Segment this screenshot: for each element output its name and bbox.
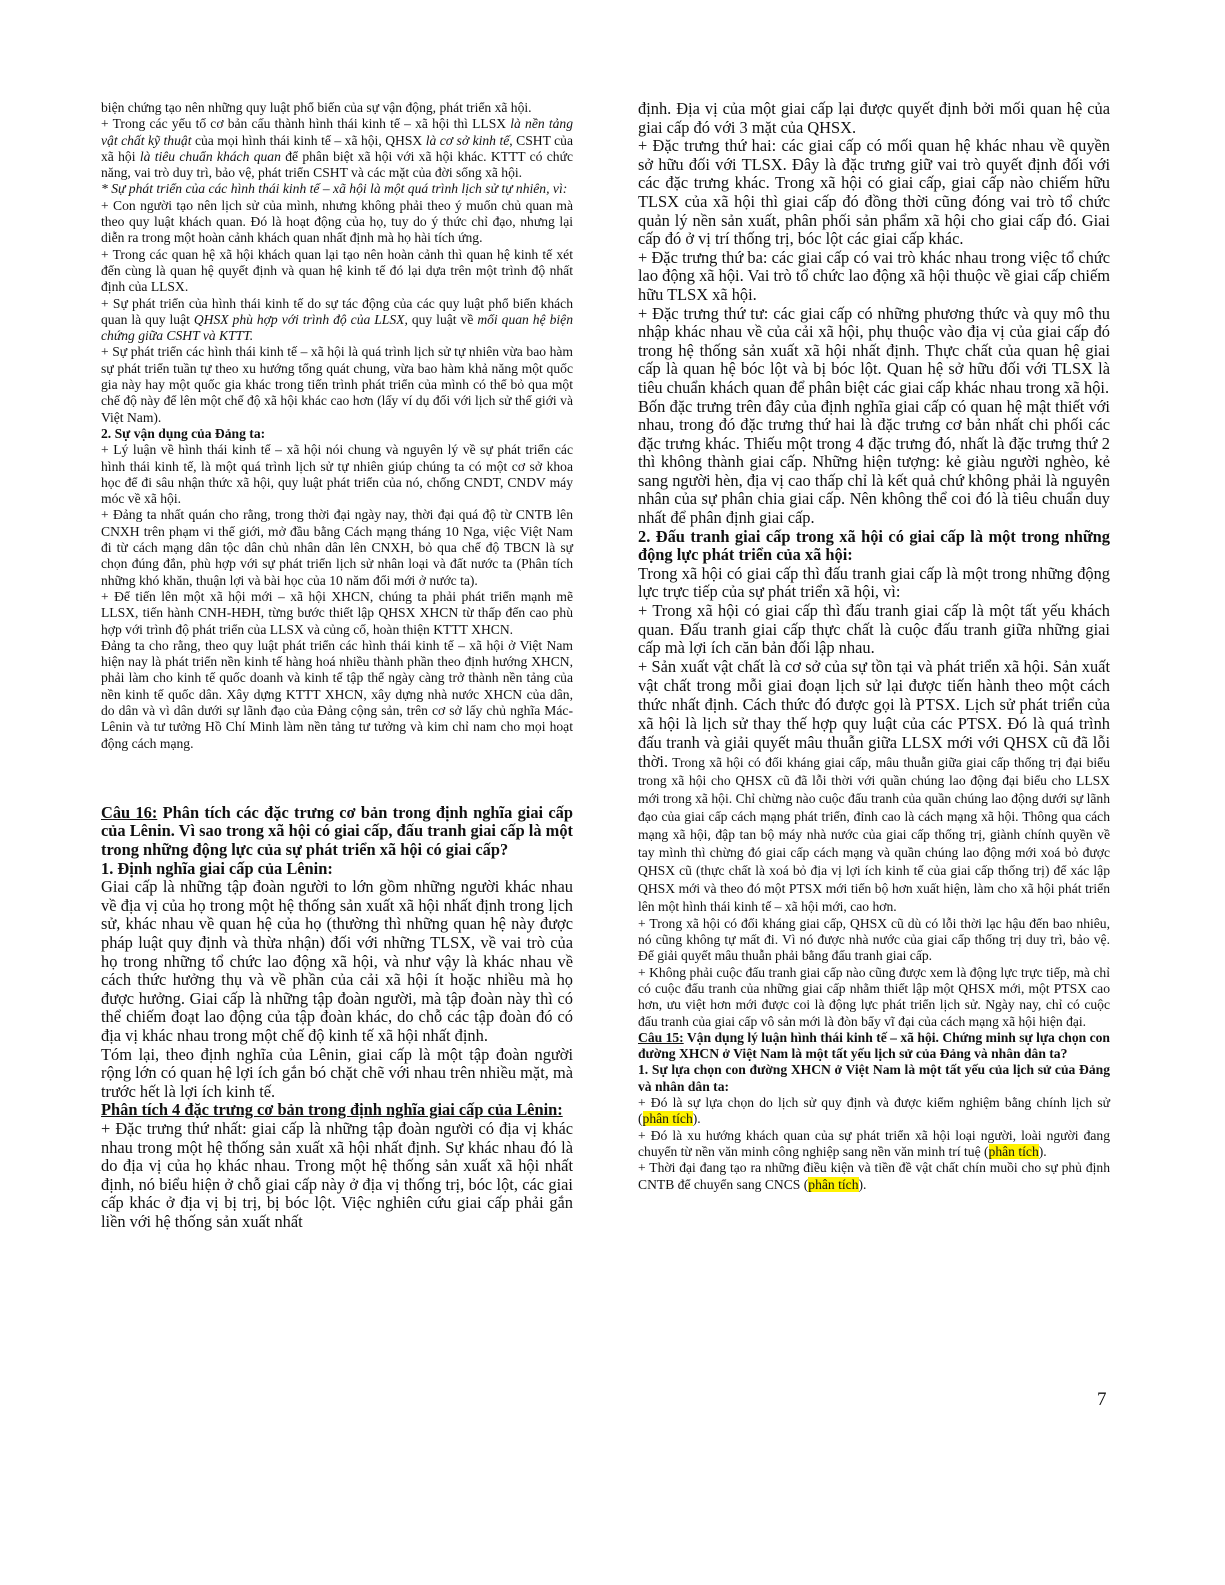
- highlighted-text: phân tích: [988, 1143, 1039, 1159]
- paragraph: + Đó là sự lựa chọn do lịch sử quy định và được kiểm nghiệm bằng chính lịch sử (phân tích).: [638, 1095, 1110, 1127]
- paragraph: Bốn đặc trưng trên đây của định nghĩa giai cấp có quan hệ mật thiết với nhau, trong đó đặc trưng thứ hai là đặc trưng cơ bản nhất chi phối các đặc trưng khác. Thiếu một trong 4 đặc trưng đó, nhất là đặc trưng thứ 2 thì không thành giai cấp. Những hiện tượng: kẻ giàu người nghèo, kẻ sang người hèn, địa vị cao thấp chỉ là kết quả chứ không phải là nguyên nhân của sự phân chia giai cấp. Nên không thể coi đó là tiêu chuẩn duy nhất để phân định giai cấp.: [638, 396, 1110, 528]
- paragraph: + Con người tạo nên lịch sử của mình, nhưng không phải theo ý muốn chủ quan mà theo quy luật khách quan. Đó là hoạt động của họ, tuy do ý thức chỉ đạo, nhưng lại diễn ra trong một hoàn cảnh khách quan nhất định mà họ hài tích ứng.: [101, 197, 573, 246]
- paragraph: Tóm lại, theo định nghĩa của Lênin, giai cấp là một tập đoàn người rộng lớn có quan hệ lợi ích gắn bó chặt chẽ với nhau trên nhiều mặt, mà trước hết là lợi ích kinh tế.: [101, 1044, 573, 1101]
- paragraph: + Lý luận về hình thái kinh tế – xã hội nói chung và nguyên lý về sự phát triển các hình thái kinh tế, là một quá trình lịch sử tự nhiên giúp chúng ta có một cơ sở khoa học để đi sâu nhận thức xã hội, quy luật phát triển của nó, chống CNDT, CNDV máy móc về xã hội.: [101, 442, 573, 507]
- paragraph: + Sự phát triển của hình thái kinh tế do sự tác động của các quy luật phổ biến khách quan là quy luật QHSX phù hợp với trình độ của LLSX, quy luật về mối quan hệ biện chứng giữa CSHT và KTTT.: [101, 295, 573, 344]
- paragraph: Đảng ta cho rằng, theo quy luật phát triển các hình thái kinh tế – xã hội ở Việt Nam hiện nay là phát triển nền kinh tế hàng hoá nhiều thành phần theo định hướng XHCN, phải làm cho kinh tế quốc doanh và kinh tế tập thể ngày càng trở thành nền tảng của nền kinh tế quốc dân. Xây dựng KTTT XHCN, xây dựng nhà nước XHCN của dân, do dân và vì dân dưới sự lãnh đạo của Đảng cộng sản, trên cơ sở lấy chủ nghĩa Mác-Lênin và tư tưởng Hồ Chí Minh làm nền tảng tư tưởng và kim chỉ nam cho mọi hoạt động cách mạng.: [101, 637, 573, 751]
- paragraph: + Thời đại đang tạo ra những điều kiện và tiền đề vật chất chín muồi cho sự phủ định CNTB để chuyển sang CNCS (phân tích).: [638, 1160, 1110, 1192]
- highlighted-text: phân tích: [642, 1111, 693, 1127]
- right-column: [638, 100, 1110, 1193]
- section-heading: 2. Đấu tranh giai cấp trong xã hội có giai cấp là một trong những động lực phát triển của xã hội:: [638, 526, 1110, 565]
- page-number: 7: [1097, 1389, 1107, 1410]
- question-heading: Câu 16: Phân tích các đặc trưng cơ bản trong định nghĩa giai cấp của Lênin. Vì sao trong xã hội có giai cấp, đấu tranh giai cấp là một trong những động lực của sự phát triển xã hội có giai cấp?: [101, 802, 573, 860]
- paragraph: + Đặc trưng thứ tư: các giai cấp có những phương thức và quy mô thu nhập khác nhau về của cải xã hội, phụ thuộc vào địa vị của giai cấp đó trong hệ thống sản xuất xã hội nhất định. Thực chất của quan hệ giai cấp là quan hệ bóc lột và bị bóc lột. Quan hệ sở hữu đối với TLSX là tiêu chuẩn khách quan để phân biệt các giai cấp khác nhau trong xã hội.: [638, 303, 1110, 397]
- question-label: Câu 16:: [101, 802, 158, 822]
- paragraph: + Đó là xu hướng khách quan của sự phát triển xã hội loại người, loài người đang chuyển từ nền văn minh công nghiệp sang nền văn minh trí tuệ (phân tích).: [638, 1127, 1110, 1159]
- paragraph: định. Địa vị của một giai cấp lại được quyết định bởi mối quan hệ của giai cấp đó với 3 mặt của QHSX.: [638, 99, 1110, 137]
- paragraph: Trong xã hội có giai cấp thì đấu tranh giai cấp là một trong những động lực trực tiếp của sự phát triển xã hội, vì:: [638, 563, 1110, 602]
- paragraph: + Đặc trưng thứ nhất: giai cấp là những tập đoàn người có địa vị khác nhau trong một hệ thống sản xuất xã hội nhất định. Sự khác nhau đó là do địa vị của họ khác nhau. Trong một hệ thống sản xuất xã hội nhất định, nó biểu hiện ở chỗ giai cấp này ở địa vị thống trị, bóc lột, các giai cấp khác ở địa vị bị trị, bị bóc lột. Việc nghiên cứu giai cấp phải gắn liền với hệ thống sản xuất nhất: [101, 1118, 573, 1231]
- paragraph: + Đặc trưng thứ hai: các giai cấp có mối quan hệ khác nhau về quyền sở hữu đối với TLSX. Đây là đặc trưng giữ vai trò quyết định đối với các đặc trưng khác. Trong xã hội có giai cấp, giai cấp nào chiếm hữu TLSX của xã hội thì giai cấp đó đồng thời cũng đóng vai trò tổ chức quản lý nền sản xuất, phân phối sản phẩm xã hội cho giai cấp đó. Giai cấp đó ở vị trí thống trị, bóc lột các giai cấp khác.: [638, 136, 1110, 249]
- section-heading: 2. Sự vận dụng của Đảng ta:: [101, 425, 266, 441]
- left-column: [101, 100, 573, 1232]
- paragraph: + Trong các quan hệ xã hội khách quan lại tạo nên hoàn cảnh thì quan hệ kinh tế xét đến cùng là quan hệ quyết định và quan hệ kinh tế đó lại dựa trên một trình độ nhất định của LLSX.: [101, 246, 573, 295]
- paragraph: + Trong xã hội có giai cấp thì đấu tranh giai cấp là một tất yếu khách quan. Đấu tranh giai cấp thực chất là cuộc đấu tranh giữa những giai cấp mà lợi ích căn bản đối lập nhau.: [638, 601, 1110, 658]
- paragraph: + Đặc trưng thứ ba: các giai cấp có vai trò khác nhau trong việc tổ chức lao động xã hội. Vai trò tổ chức lao động xã hội thuộc về giai cấp chiếm hữu TLSX xã hội.: [638, 247, 1110, 304]
- spacer: [101, 752, 573, 804]
- paragraph: + Đảng ta nhất quán cho rằng, trong thời đại ngày nay, thời đại quá độ từ CNTB lên CNXH trên phạm vi thế giới, mở đầu bằng Cách mạng tháng 10 Nga, việc Việt Nam đi từ cách mạng dân tộc dân chủ nhân dân lên CNXH, bỏ qua chế độ TBCN là sự chọn đúng đắn, phù hợp với sự phát triển lịch sử nhân loại và đất nước ta (Phân tích những khó khăn, thuận lợi và bài học của 10 năm đổi mới ở nước ta).: [101, 507, 573, 588]
- question-label: Câu 15:: [638, 1029, 684, 1045]
- paragraph: + Không phải cuộc đấu tranh giai cấp nào cũng được xem là động lực trực tiếp, mà chỉ có cuộc đấu tranh của những giai cấp nhằm thiết lập một QHSX mới, một PTSX cao hơn, ưu việt hơn mới được coi là động lực phát triển lịch sử. Ngày nay, chỉ có cuộc đấu tranh của giai cấp vô sản mới là đòn bẩy vĩ đại của cách mạng xã hội hiện đại.: [638, 964, 1110, 1029]
- paragraph: + Trong các yếu tố cơ bản cấu thành hình thái kinh tế – xã hội thì LLSX là nền tảng vật chất kỹ thuật của mọi hình thái kinh tế – xã hội, QHSX là cơ sở kinh tế, CSHT của xã hội là tiêu chuẩn khách quan để phân biệt xã hội với xã hội khác. KTTT có chức năng, vai trò duy trì, bảo vệ, phát triển CSHT và các mặt của đời sống xã hội.: [101, 116, 574, 181]
- section-heading: Phân tích 4 đặc trưng cơ bản trong định nghĩa giai cấp của Lênin:: [101, 1100, 563, 1120]
- question-heading: Câu 15: Vận dụng lý luận hình thái kinh tế – xã hội. Chứng minh sự lựa chọn con đường XHCN ở Việt Nam là một tất yếu lịch sử của Đảng và nhân dân ta?: [638, 1029, 1110, 1062]
- paragraph: biện chứng tạo nên những quy luật phổ biến của sự vận động, phát triển xã hội.: [101, 100, 532, 115]
- paragraph: Giai cấp là những tập đoàn người to lớn gồm những người khác nhau về địa vị của họ trong một hệ thống sản xuất xã hội nhất định trong lịch sử, khác nhau về quan hệ của họ (thường thì những quan hệ này được pháp luật quy định và thừa nhận) đối với những TLSX, về vai trò của họ trong những tổ chức lao động xã hội, và như vậy là khác nhau về cách thức hưởng thụ và về phần của cải xã hội ít hoặc nhiều mà họ được hưởng. Giai cấp là những tập đoàn người, mà tập đoàn này thì có thể chiếm đoạt lao động của tập đoàn khác, do chỗ các tập đoàn đó có địa vị khác nhau trong một chế độ kinh tế xã hội nhất định.: [101, 877, 573, 1045]
- paragraph: + Sự phát triển các hình thái kinh tế – xã hội là quá trình lịch sử tự nhiên vừa bao hàm sự phát triển tuần tự theo xu hướng tổng quát chung, vừa bao hàm khả năng một quốc gia này hay một quốc gia khác trong tiến trình phát triển của mình có thể bỏ qua một chế độ này để lên một chế độ xã hội khác cao hơn (lấy ví dụ đối với lịch sử thế giới và Việt Nam).: [101, 344, 573, 425]
- highlighted-text: phân tích: [808, 1176, 859, 1192]
- section-heading: 1. Sự lựa chọn con đường XHCN ở Việt Nam là một tất yếu của lịch sử của Đảng và nhân dân ta:: [638, 1062, 1110, 1094]
- paragraph: + Trong xã hội có đối kháng giai cấp, QHSX cũ dù có lỗi thời lạc hậu đến bao nhiêu, nó cũng không tự mất đi. Vì nó được nhà nước của giai cấp thống trị duy trì, bảo vệ. Để giải quyết mâu thuẫn phải bằng đấu tranh giai cấp.: [638, 915, 1110, 964]
- paragraph-italic: * Sự phát triển của các hình thái kinh tế – xã hội là một quá trình lịch sử tự nhiên, vì:: [101, 181, 568, 197]
- paragraph: + Để tiến lên một xã hội mới – xã hội XHCN, chúng ta phải phát triển mạnh mẽ LLSX, tiến hành CNH-HĐH, từng bước thiết lập QHSX XHCN từ thấp đến cao phù hợp với trình độ phát triển của LLSX và củng cố, hoàn thiện KTTT XHCN.: [101, 588, 573, 637]
- section-heading: 1. Định nghĩa giai cấp của Lênin:: [101, 858, 333, 878]
- paragraph-mixed-size: + Sản xuất vật chất là cơ sở của sự tồn tại và phát triển xã hội. Sản xuất vật chất trong mỗi giai đoạn lịch sử lại được tiến hành theo một cách thức nhất định. Cách thức đó được gọi là PTSX. Lịch sử phát triển của xã hội là lịch sử thay thế hợp quy luật của các PTSX. Đó là quá trình đấu tranh và giải quyết mâu thuẫn giữa LLSX mới với QHSX cũ đã lỗi thời. Trong xã hội có đối kháng giai cấp, mâu thuẫn giữa giai cấp thống trị đại biểu trong xã hội cho QHSX cũ đã lỗi thời với quần chúng lao động đại biểu cho LLSX mới trong xã hội. Chỉ chừng nào cuộc đấu tranh của quần chúng lao động dưới sự lãnh đạo của giai cấp cách mạng phát triển, đỉnh cao là cách mạng xã hội. Thông qua cách mạng xã hội, đập tan bộ máy nhà nước của giai cấp thống trị, giành chính quyền về tay mình thì chừng đó giai cấp cách mạng và quần chúng lao động mới xoá bỏ được QHSX cũ (thực chất là xoá bỏ địa vị lợi ích kinh tế của giai cấp thống trị) để xác lập QHSX mới và theo đó một PTSX mới tiến bộ hơn xuất hiện, làm cho xã hội phát triển lên một hình thái kinh tế – xã hội mới, cao hơn.: [638, 656, 1110, 914]
